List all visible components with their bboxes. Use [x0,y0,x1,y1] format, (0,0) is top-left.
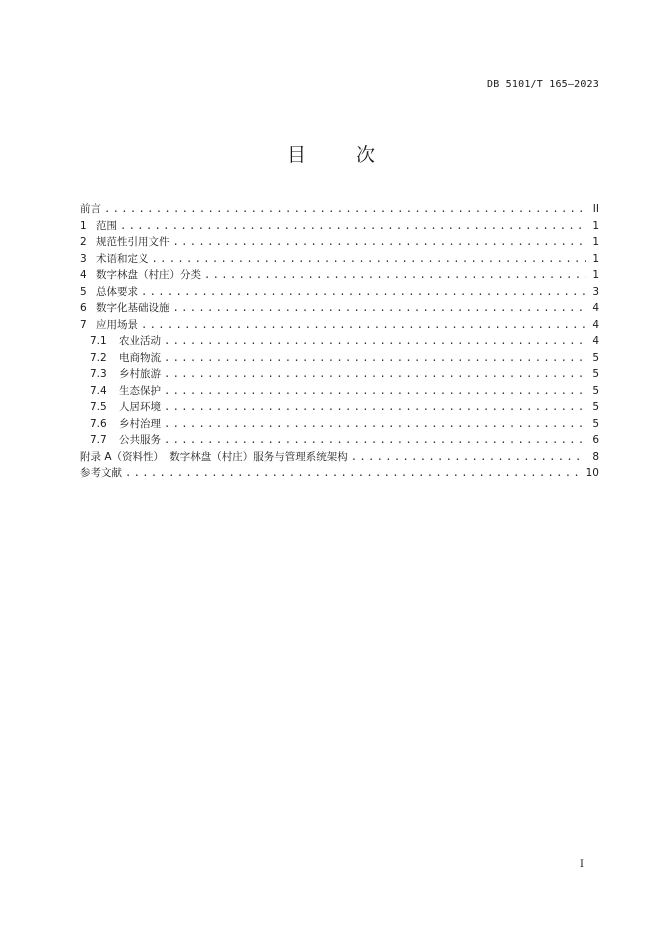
toc-entry-page: 1 [592,269,599,281]
toc-entry-number: 3 [80,252,87,265]
toc-entry[interactable] [80,218,599,235]
toc-leader-dots [164,416,586,433]
toc-entry-number: 4 [80,269,87,281]
toc-entry[interactable] [80,416,599,433]
toc-entry[interactable] [80,449,599,466]
toc-leader-dots [164,383,586,400]
toc-entry[interactable] [80,383,599,400]
toc-entry-label: 总体要求 [96,285,138,298]
toc-leader-dots [164,366,586,383]
toc-entry-label: 前言 [80,203,101,215]
toc-leader-dots [164,399,586,416]
toc-leader-dots [104,201,586,218]
table-of-contents [80,201,599,482]
toc-entry-label: 乡村旅游 [119,368,161,380]
toc-leader-dots [125,465,583,482]
toc-entry[interactable] [80,201,599,218]
toc-entry[interactable] [80,366,599,383]
toc-entry-page: 5 [592,401,599,413]
toc-entry-number: 7.2 [90,351,107,364]
toc-entry-page: 3 [592,285,599,298]
toc-leader-dots [141,284,586,301]
toc-entry-label: 乡村治理 [119,417,161,430]
toc-entry-page: 5 [592,417,599,430]
toc-entry[interactable] [80,234,599,251]
toc-leader-dots [164,333,586,350]
toc-entry-number: 5 [80,285,87,298]
toc-entry-number: 7.3 [90,368,107,380]
toc-entry-label: 电商物流 [119,351,161,364]
toc-entry-label: 应用场景 [96,318,138,331]
toc-entry-number: 7 [80,318,87,331]
page-title: 目 次 [286,144,398,166]
toc-entry-number: 7.5 [90,401,107,413]
toc-entry-page: 4 [592,335,599,347]
toc-leader-dots [164,432,586,449]
toc-entry-number: 7.6 [90,417,107,430]
toc-entry-number: 1 [80,219,87,232]
toc-leader-dots [164,350,586,367]
toc-entry-label: 人居环境 [119,401,161,413]
toc-entry-page: 5 [592,351,599,364]
toc-leader-dots [173,234,587,251]
toc-entry-page: 1 [592,236,599,248]
toc-entry-label: 规范性引用文件 [96,236,170,248]
toc-entry[interactable] [80,333,599,350]
toc-entry[interactable] [80,300,599,317]
toc-entry-page: 1 [592,219,599,232]
toc-leader-dots [173,300,587,317]
toc-entry-label: 附录 A（资料性） 数字林盘（村庄）服务与管理系统架构 [80,450,348,463]
toc-entry-label: 数字化基础设施 [96,302,170,314]
toc-entry-label: 范围 [96,219,117,232]
toc-entry-page: 4 [592,318,599,331]
toc-entry-page: 8 [592,450,599,463]
toc-entry-number: 2 [80,236,87,248]
toc-entry[interactable] [80,350,599,367]
toc-entry[interactable] [80,251,599,268]
toc-entry-number: 7.1 [90,335,107,347]
toc-entry[interactable] [80,317,599,334]
toc-leader-dots [204,267,586,284]
toc-leader-dots [141,317,586,334]
toc-entry-label: 生态保护 [119,384,161,397]
toc-entry[interactable] [80,465,599,482]
toc-entry-page: 5 [592,384,599,397]
page-number: I [580,859,584,870]
toc-entry-label: 公共服务 [119,434,161,446]
document-code: DB 5101/T 165—2023 [487,79,599,90]
toc-entry-page: 10 [585,467,599,479]
toc-leader-dots [152,251,587,268]
toc-leader-dots [351,449,586,466]
toc-entry-label: 参考文献 [80,467,122,479]
toc-entry[interactable] [80,432,599,449]
toc-entry-number: 7.4 [90,384,107,397]
toc-entry[interactable] [80,284,599,301]
toc-entry-page: 5 [592,368,599,380]
toc-entry-page: 4 [592,302,599,314]
toc-entry-label: 数字林盘（村庄）分类 [96,269,201,281]
toc-entry-label: 术语和定义 [96,252,149,265]
toc-entry[interactable] [80,399,599,416]
toc-entry-number: 6 [80,302,87,314]
toc-entry[interactable] [80,267,599,284]
toc-leader-dots [120,218,586,235]
toc-entry-page: II [592,203,599,215]
toc-entry-label: 农业活动 [119,335,161,347]
toc-entry-page: 6 [592,434,599,446]
toc-entry-number: 7.7 [90,434,107,446]
toc-entry-page: 1 [592,252,599,265]
